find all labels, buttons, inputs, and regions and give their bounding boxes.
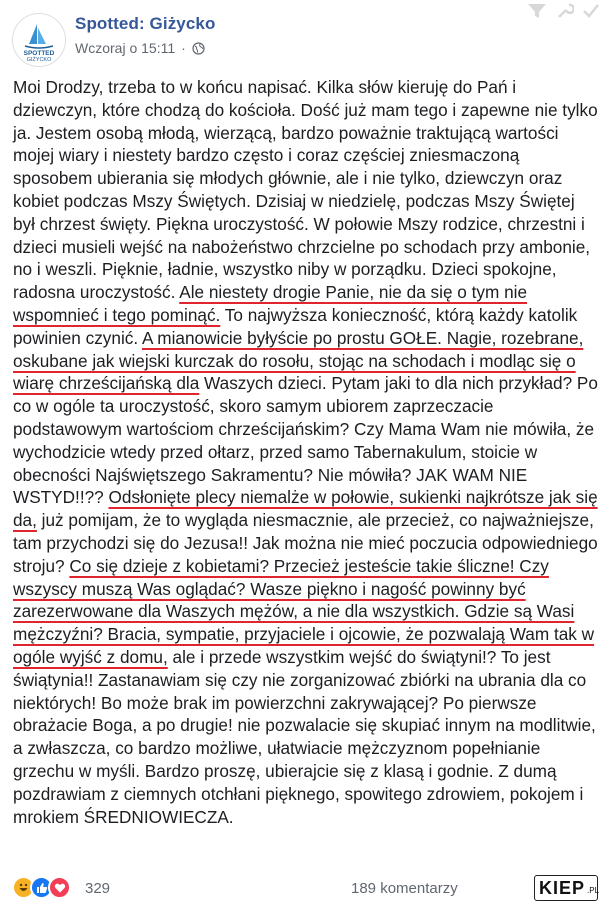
text-segment: ale i przede wszystkim wejść do świątyni!? To jest świątynia!! Zastanawiam się czy nie zorganizować zbiórki na ubrania dla co niektórych! Bo może brak im powierzchni zakrywającej? Po pierwsze obrażacie Boga, a po drugie! nie pozwalacie się skupiać innym na modlitwie, a zwłaszcza, co bardzo możliwe, ułatwiacie mężczyznom popełnianie grzechu w myśli. Bardzo proszę, ubierajcie się z klasą i godnie. Z dumą pozdrawiam z ciemnych otchłani pięknego, spowitego zdrowiem, pokojem i mrokiem ŚREDNIOWIECZA.	[13, 646, 596, 827]
watermark-suffix: .PL	[587, 886, 600, 895]
sailboat-logo-icon	[13, 14, 65, 66]
love-reaction-icon	[48, 876, 71, 899]
text-segment: To najwyższa konieczność, którą każdy katolik powinien czynić.	[13, 304, 578, 348]
post-paragraph	[13, 76, 601, 828]
avatar-logo-subtext: GIŻYCKO	[26, 57, 52, 63]
post-text	[13, 76, 601, 828]
filter-icon[interactable]	[526, 2, 548, 20]
checkmark-icon[interactable]	[582, 2, 600, 20]
page-avatar[interactable]	[12, 13, 66, 67]
post-footer	[0, 872, 610, 909]
post-header	[0, 0, 610, 68]
underlined-segment: Odsłonięte plecy niemalże w połowie, sukienki najkrótsze jak się da,	[13, 487, 598, 531]
reaction-count[interactable]: 329	[85, 880, 111, 897]
avatar-logo-text: SPOTTED	[23, 50, 55, 57]
text-segment: już pomijam, że to wygląda niesmacznie, ale przecież, co najważniejsze, tam przychodzi się do Jezusa!! Jak można nie mieć poczucia odpowiedniego stroju?	[13, 510, 598, 576]
post-timestamp[interactable]: Wczoraj o 15:11	[75, 40, 176, 56]
underlined-segment: A mianowicie byłyście po prostu GOŁE. Nagie, rozebrane, oskubane jak wiejski kurczak do rosołu, stojąc na schodach i modląc się o wiarę chrześcijańską dla	[13, 327, 584, 394]
top-toolbar	[526, 2, 600, 20]
globe-icon[interactable]	[192, 42, 205, 55]
text-segment: Waszych dzieci. Pytam jaki to dla nich przykład? Po co w ogóle ta uroczystość, skoro samym ubiorem zaprzeczacie podstawowym wartościom chrześcijańskim? Czy Mama Wam nie mówiła, że wychodzicie wtedy przed ołtarz, przed samo Tabernakulum, stoicie w obecności Najświętszego Sakramentu? Nie mówiła? JAK WAM NIE WSTYD!!??	[13, 373, 598, 508]
wrench-icon[interactable]	[556, 2, 574, 20]
meta-separator: ·	[181, 40, 186, 56]
underlined-segment: Co się dzieje z kobietami? Przecież jesteście takie śliczne! Czy wszyscy muszą Was oglądać? Wasze piękno i nagość powinny być zarezerwowane dla Waszych mężów, a nie dla wszystkich. Gdzie są Wasi mężczyźni? Bracia, sympatie, przyjaciele i ojcowie, że pozwalają Wam tak w ogóle wyjść z domu,	[13, 555, 595, 667]
text-segment: Moi Drodzy, trzeba to w końcu napisać. Kilka słów kieruję do Pań i dziewczyn, które chodzą do kościoła. Dość już mam tego i zapewne nie tylko ja. Jestem osobą młodą, wierzącą, bardzo poważnie traktującą wartości mojej wiary i niestety bardzo często i coraz częściej zniesmaczoną sposobem ubierania się młodych głównie, ale i nie tylko, dziewczyn oraz kobiet podczas Mszy Świętych. Dzisiaj w niedzielę, podczas Mszy Świętej był chrzest święty. Piękna uroczystość. W połowie Mszy rodzice, chrzestni i dzieci musieli wejść na nabożeństwo chrzcielne po schodach przy ambonie, no i weszli. Pięknie, ładnie, wszystko niby w porządku. Dzieci spokojne, radosna uroczystość.	[13, 77, 598, 303]
comments-count-link[interactable]: 189 komentarzy	[351, 880, 458, 897]
page-name-link[interactable]: Spotted: Giżycko	[75, 14, 216, 33]
post-meta	[75, 40, 205, 56]
kiep-watermark-logo	[534, 875, 598, 901]
underlined-segment: Ale niestety drogie Panie, nie da się o tym nie wspomnieć i tego pominąć.	[13, 282, 528, 325]
reaction-icons[interactable]	[12, 876, 66, 899]
watermark-text: KIEP	[539, 877, 586, 898]
